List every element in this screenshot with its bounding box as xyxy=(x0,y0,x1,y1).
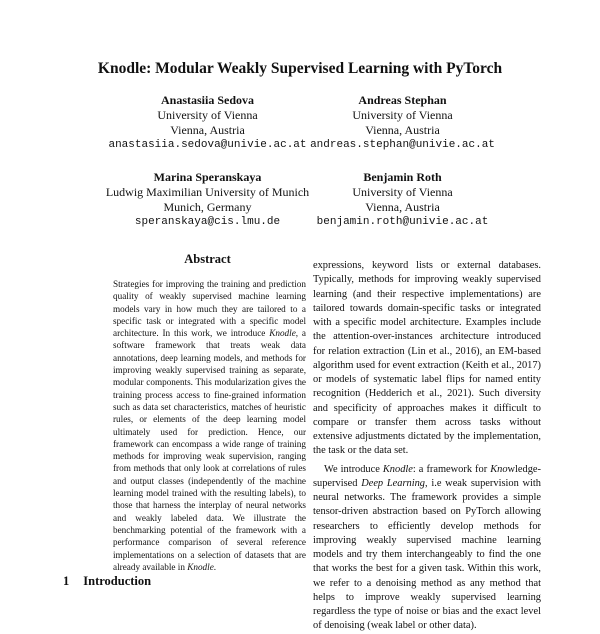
deep-learning-emphasis: Deep Learning xyxy=(361,477,425,489)
body-text-part: , i.e weak supervision with neural networks. The framework provides a simple tensor-driven abstraction based on PyTorch allowing researchers to efficiently develop methods for improving weakly supervised machine learning models and try them interchangeably to find the one that works the best for a given task. Within this work, we refer to a denoising method as any method that helps to improve weakly supervised learning regardless the type of noise or bias and the exact level of denoising (weak label or other data). xyxy=(313,477,541,632)
author-location: Vienna, Austria xyxy=(365,200,440,214)
author-name: Marina Speranskaya xyxy=(153,170,262,184)
author-block xyxy=(95,93,320,153)
knodle-name: Knodle xyxy=(382,463,413,475)
abstract-text-part: Strategies for improving the training and prediction quality of weakly supervised machine learning models vary in how much they are tailored to a specific task or integrated with a specific model architecture. In this work, we introduce xyxy=(113,279,306,339)
author-location: Vienna, Austria xyxy=(170,123,245,137)
paper-title: Knodle: Modular Weakly Supervised Learning with PyTorch xyxy=(97,60,503,77)
right-column xyxy=(313,259,541,634)
author-affiliation: Ludwig Maximilian University of Munich xyxy=(105,185,310,199)
knodle-name: Knodle xyxy=(187,561,214,572)
author-email: benjamin.roth@univie.ac.at xyxy=(316,216,489,228)
body-paragraph xyxy=(313,463,541,634)
body-text-part: We introduce xyxy=(324,463,383,475)
author-block xyxy=(290,93,515,153)
abstract-heading: Abstract xyxy=(184,252,231,266)
knodle-name: Knodle xyxy=(269,328,296,339)
abstract-text xyxy=(113,278,306,573)
body-paragraph: expressions, keyword lists or external databases. Typically, methods for improving weakly supervised learning (and their respective implementations) are tailored towards domain-specific tasks or integrated with a specific model architecture. Examples include the attention-over-instances architecture introduced for relation extraction (Lin et al., 2016), an EM-based algorithm used for event extraction (Keith et al., 2017) or models of systematic label flips for named entity recognition (Hedderich et al., 2021). Such diversity and specificity of approaches makes it difficult to compare or transfer them across tasks without extensive adjustments dictated by the implementation, the task or the data set. xyxy=(313,260,541,457)
author-name: Benjamin Roth xyxy=(363,170,442,184)
body-text-part: : a framework for xyxy=(412,463,491,475)
author-name: Anastasiia Sedova xyxy=(160,93,255,107)
author-affiliation: University of Vienna xyxy=(352,185,453,199)
author-affiliation: University of Vienna xyxy=(352,108,453,122)
author-block xyxy=(95,170,320,230)
section-number: 1 xyxy=(63,574,70,588)
author-email: speranskaya@cis.lmu.de xyxy=(134,216,281,228)
author-location: Munich, Germany xyxy=(163,200,252,214)
author-email: andreas.stephan@univie.ac.at xyxy=(310,139,495,151)
author-affiliation: University of Vienna xyxy=(157,108,258,122)
author-block xyxy=(290,170,515,230)
kno-emphasis: Kno xyxy=(490,463,508,475)
author-name: Andreas Stephan xyxy=(358,93,447,107)
section-title: Introduction xyxy=(83,574,152,588)
author-location: Vienna, Austria xyxy=(365,123,440,137)
section-heading xyxy=(63,574,151,589)
abstract-text-part: , a software framework that treats weak data annotations, deep learning models, and methods for improving weakly supervised training as separate, modular components. This modularization gives the training process access to fine-grained information such as data set characteristics, matches of heuristic rules, or elements of the deep learning model ultimately used for prediction. Hence, our framework can encompass a wide range of training methods for improving weak supervision, ranging from methods that only look at correlations of rules and output classes (independently of the machine learning model trained with the resulting labels), to those that harness the interplay of neural networks and weakly labeled data. We illustrate the benchmarking potential of the framework with a performance comparison of several reference implementations on a selection of datasets that are already available in xyxy=(113,328,306,572)
body-text-part: wledge-supervised xyxy=(313,463,541,489)
author-email: anastasiia.sedova@univie.ac.at xyxy=(108,139,307,151)
abstract-text-part: . xyxy=(213,561,217,572)
